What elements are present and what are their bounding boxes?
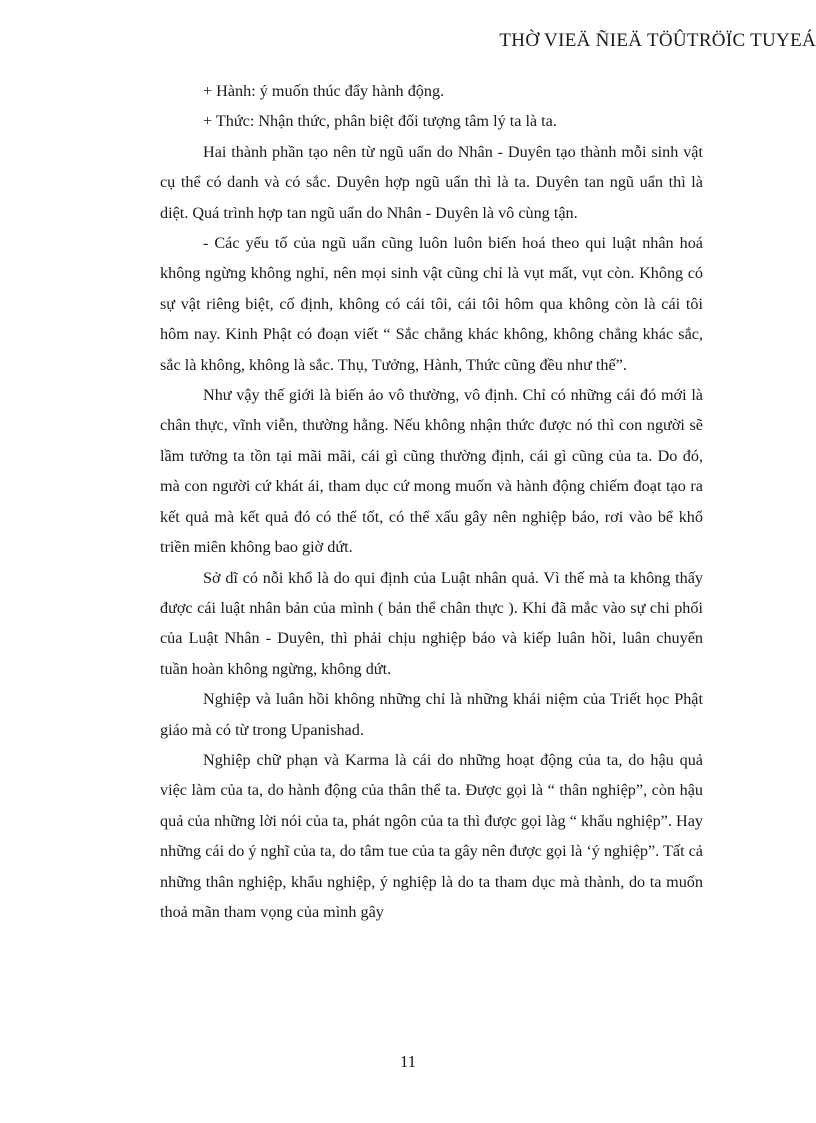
page-body [160,76,703,927]
paragraph-hanh: + Hành: ý muốn thúc đẩy hành động. [203,82,445,100]
page-number: 11 [399,1052,417,1071]
paragraph-thuc: + Thức: Nhận thức, phân biệt đối tượng tâm lý ta là ta. [203,112,557,131]
running-header: THỜ VIEÄ ÑIEÄ TÖÛTRÖÏC TUYEÁ [499,30,816,51]
paragraph-nghiep-luan-hoi: Nghiệp và luân hồi không những chỉ là những khái niệm của Triết học Phật giáo mà có từ trong Upanishad. [160,690,703,739]
paragraph-hai-thanh-phan: Hai thành phần tạo nên từ ngũ uẩn do Nhân - Duyên tạo thành mỗi sinh vật cụ thể có danh và có sắc. Duyên hợp ngũ uẩn thì là ta. Duyên tan ngũ uẩn thì là diệt. Quá trình hợp tan ngũ uẩn do Nhân - Duyên là vô cùng tận. [160,142,703,222]
paragraph-so-di: Sở dĩ có nỗi khổ là do qui định của Luật nhân quả. Vì thế mà ta không thấy được cái luật nhân bản của mình ( bản thể chân thực ). Khi đã mắc vào sự chi phối của Luật Nhân - Duyên, thì phải chịu nghiệp báo và kiếp luân hồi, luân chuyển tuần hoàn không ngừng, không dứt. [160,568,703,678]
paragraph-nghiep-karma: Nghiệp chữ phạn và Karma là cái do những hoạt động của ta, do hậu quả việc làm của ta, do hành động của thân thể ta. Được gọi là “ thân nghiệp”, còn hậu quả của những lời nói của ta, phát ngôn của ta thì được gọi làg “ khẩu nghiệp”. Hay những cái do ý nghĩ của ta, do tâm tue của ta gây nên được gọi là ‘ý nghiệp”. Tất cả những thân nghiệp, khẩu nghiệp, ý nghiệp là do ta tham dục mà thành, do ta muốn thoả mãn tham vọng của mình gây [160,750,703,921]
paragraph-nhu-vay: Như vậy thế giới là biến ảo vô thường, vô định. Chỉ có những cái đó mới là chân thực, vĩnh viễn, thường hằng. Nếu không nhận thức được nó thì con người sẽ lầm tưởng ta tồn tại mãi mãi, cái gì cũng thường định, cái gì cũng của ta. Do đó, mà con người cứ khát ái, tham dục cứ mong muốn và hành động chiếm đoạt tạo ra kết quả mà kết quả đó có thể tốt, có thể xấu gây nên nghiệp báo, rơi vào bể khổ triền miên không bao giờ dứt. [160,386,703,557]
paragraph-cac-yeu-to: - Các yếu tố của ngũ uẩn cũng luôn luôn biến hoá theo qui luật nhân hoá không ngừng không nghỉ, nên mọi sinh vật cũng chỉ là vụt mất, vụt còn. Không có sự vật riêng biệt, cố định, không có cái tôi, cái tôi hôm qua không còn là cái tôi hôm nay. Kinh Phật có đoạn viết “ Sắc chẳng khác không, không chẳng khác sắc, sắc là không, không là sắc. Thụ, Tưởng, Hành, Thức cũng đều như thế”. [160,234,703,374]
